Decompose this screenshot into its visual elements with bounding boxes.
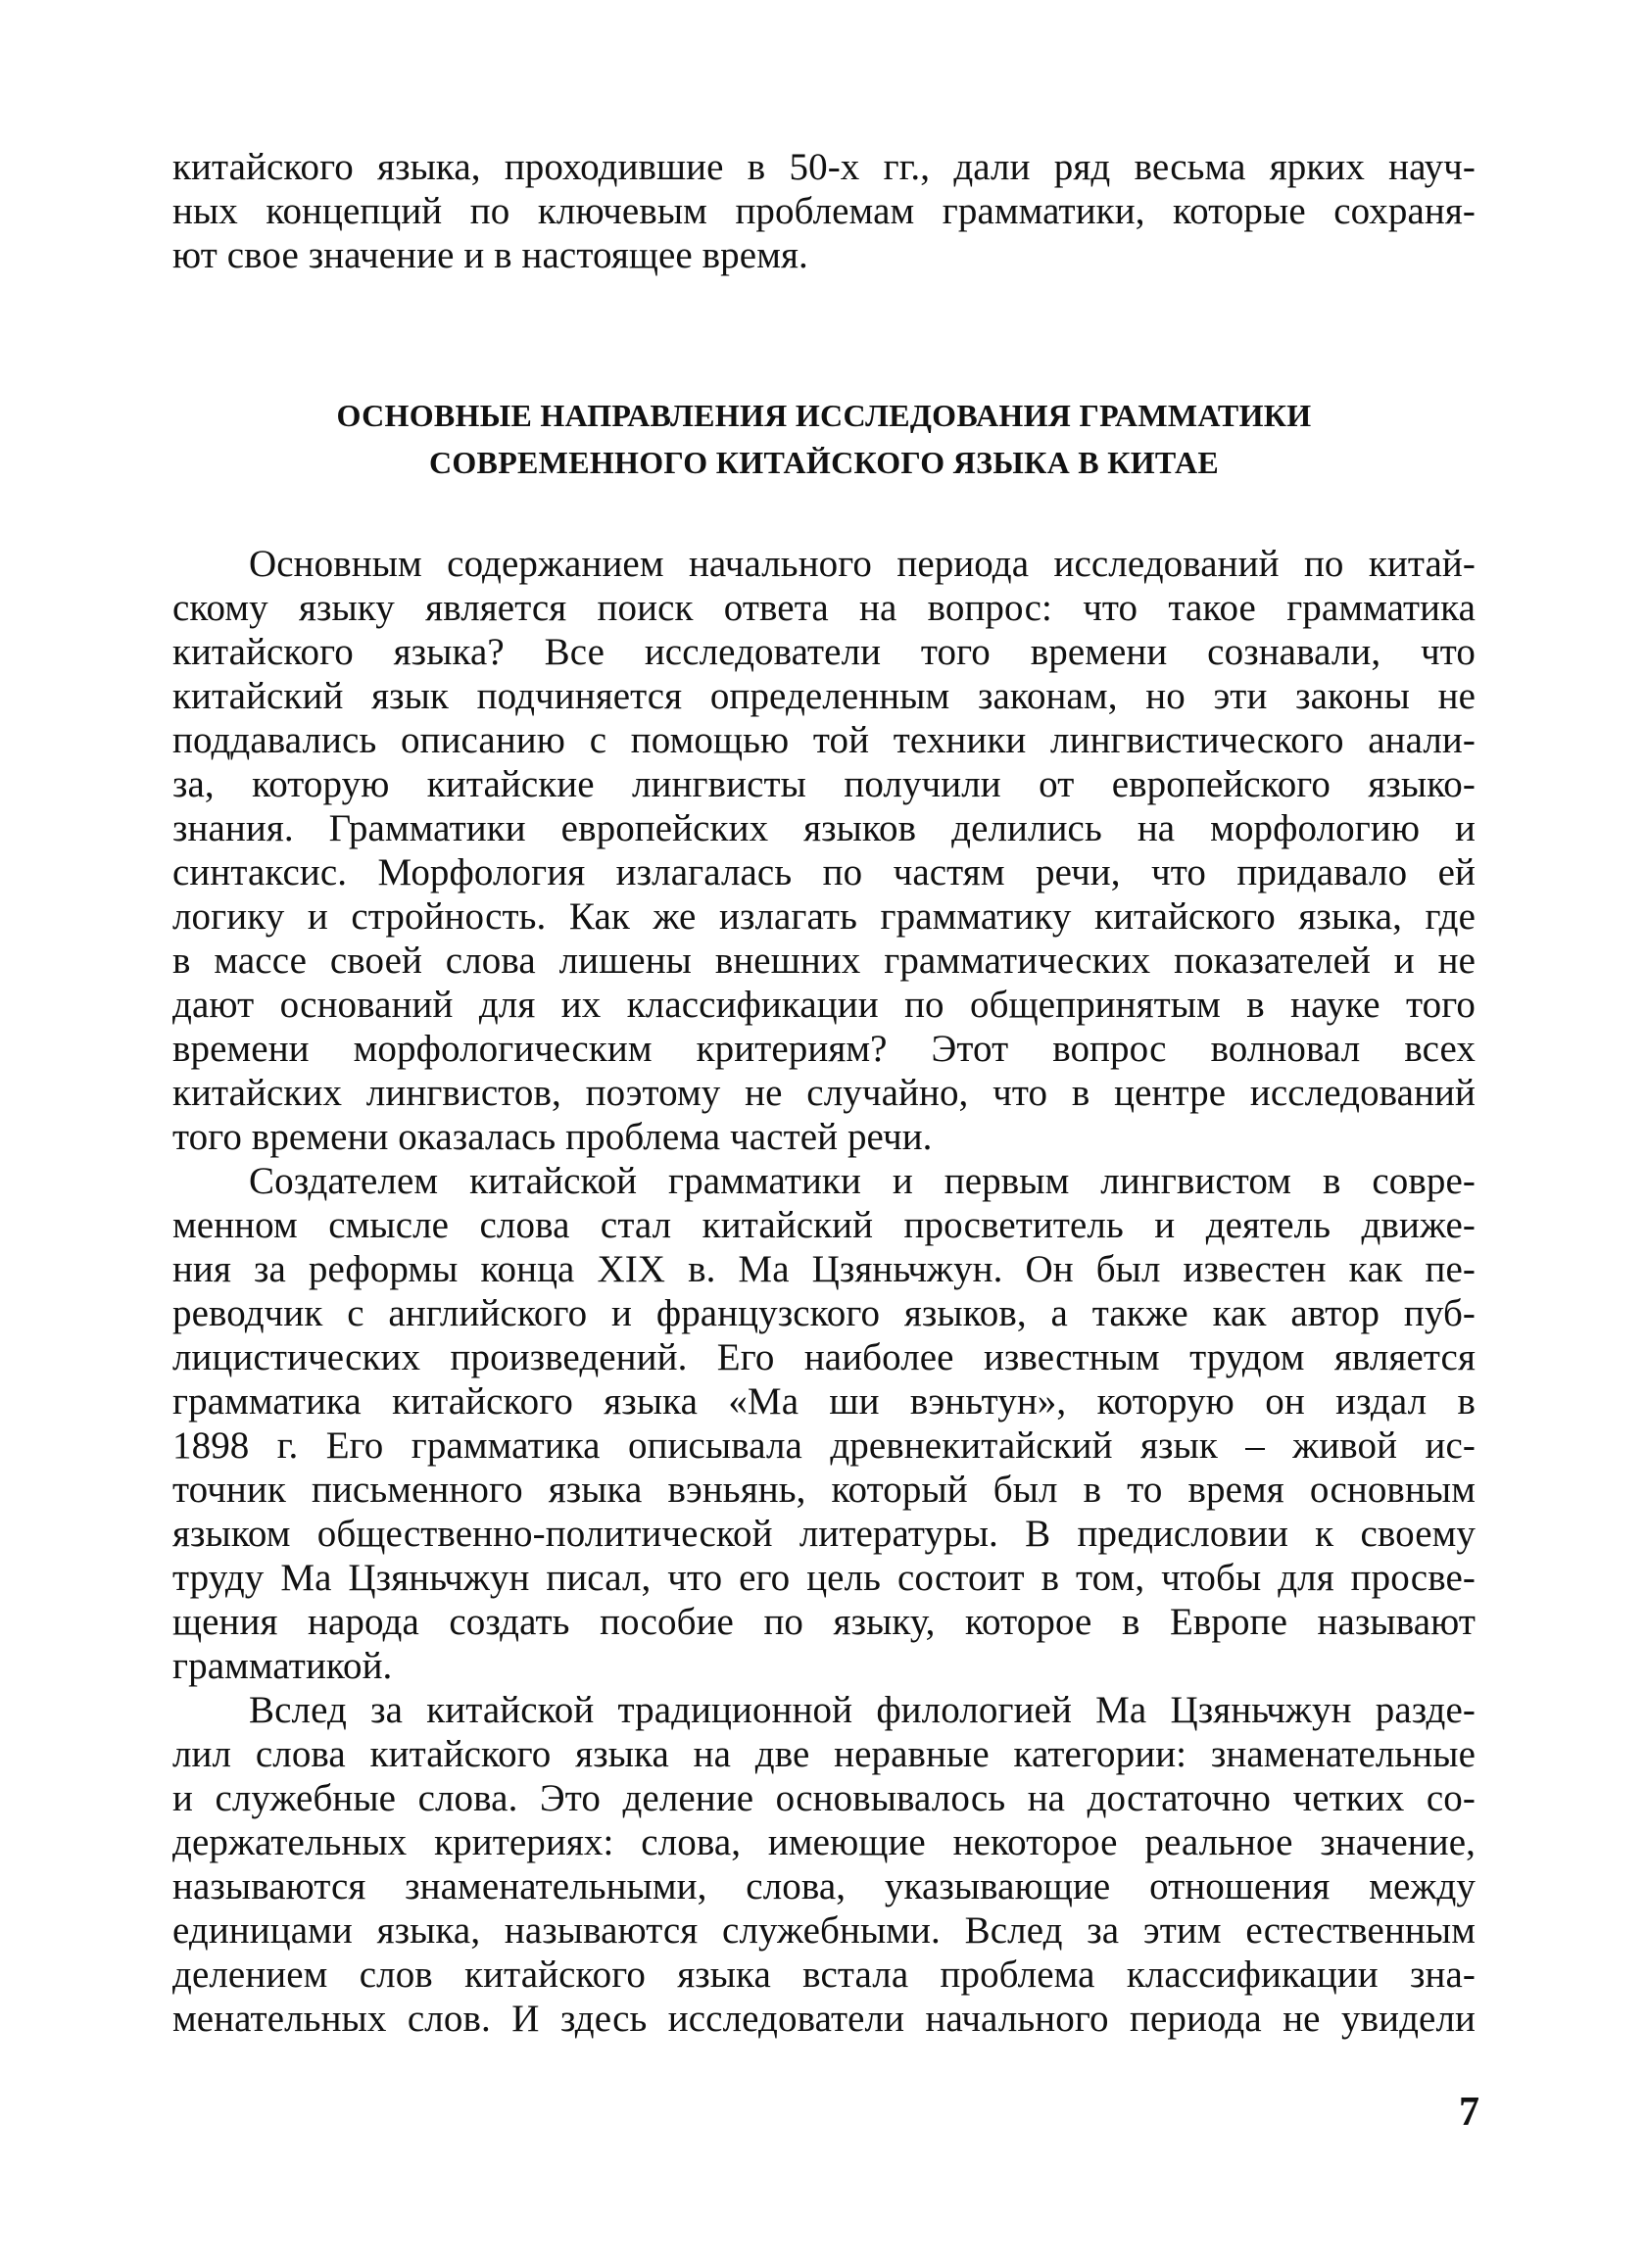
text-line: поддавались описанию с помощью той техники лингвистического анали- — [172, 719, 1476, 761]
text-line: грамматикой. — [172, 1645, 393, 1687]
text-line: синтаксис. Морфология излагалась по частям речи, что придавало ей — [172, 851, 1476, 893]
paragraph-2 — [172, 1159, 1476, 1688]
text-line: грамматика китайского языка «Ма ши вэньтун», которую он издал в — [172, 1380, 1476, 1423]
text-line: лицистических произведений. Его наиболее известным трудом является — [172, 1336, 1476, 1378]
text-line: и служебные слова. Это деление основывалось на достаточно четких со- — [172, 1777, 1476, 1819]
text-line: в массе своей слова лишены внешних грамматических показателей и не — [172, 940, 1476, 982]
text-line: менательных слов. И здесь исследователи начального периода не увидели — [172, 1998, 1476, 2040]
text-line: дают оснований для их классификации по общепринятым в науке того — [172, 984, 1476, 1026]
text-line: реводчик с английского и французского языков, а также как автор пуб- — [172, 1292, 1476, 1334]
text-line: скому языку является поиск ответа на вопрос: что такое грамматика — [172, 587, 1476, 629]
text-line: китайского языка, проходившие в 50-х гг., дали ряд весьма ярких науч- — [172, 146, 1476, 188]
text-line: называются знаменательными, слова, указывающие отношения между — [172, 1865, 1476, 1907]
text-line: ния за реформы конца XIX в. Ма Цзяньчжун. Он был известен как пе- — [172, 1248, 1476, 1290]
text-line: лил слова китайского языка на две неравные категории: знаменательные — [172, 1733, 1476, 1775]
text-line: ют свое значение и в настоящее время. — [172, 234, 808, 276]
page-number: 7 — [1459, 2090, 1479, 2135]
text-line: 1898 г. Его грамматика описывала древнекитайский язык – живой ис- — [172, 1424, 1476, 1467]
text-line: Вслед за китайской традиционной филологией Ма Цзяньчжун разде- — [249, 1689, 1476, 1731]
text-line: щения народа создать пособие по языку, которое в Европе называют — [172, 1601, 1476, 1643]
text-line: времени морфологическим критериям? Этот вопрос волновал всех — [172, 1028, 1476, 1070]
heading-line-2: СОВРЕМЕННОГО КИТАЙСКОГО ЯЗЫКА В КИТАЕ — [428, 445, 1220, 480]
text-line: труду Ма Цзяньчжун писал, что его цель состоит в том, чтобы для просве- — [172, 1557, 1476, 1599]
text-line: ных концепций по ключевым проблемам грамматики, которые сохраня- — [172, 190, 1476, 232]
text-line: логику и стройность. Как же излагать грамматику китайского языка, где — [172, 895, 1476, 938]
text-line: знания. Грамматики европейских языков делились на морфологию и — [172, 807, 1476, 849]
text-line: менном смысле слова стал китайский просветитель и деятель движе- — [172, 1204, 1476, 1246]
text-line: точник письменного языка вэньянь, который был в то время основным — [172, 1469, 1476, 1511]
text-line: Создателем китайской грамматики и первым лингвистом в совре- — [249, 1160, 1476, 1202]
section-heading — [172, 392, 1476, 486]
heading-line-1: ОСНОВНЫЕ НАПРАВЛЕНИЯ ИССЛЕДОВАНИЯ ГРАММАТИКИ — [336, 398, 1312, 433]
intro-text — [172, 145, 1476, 277]
text-line: единицами языка, называются служебными. Вслед за этим естественным — [172, 1909, 1476, 1952]
text-line: за, которую китайские лингвисты получили от европейского языко- — [172, 763, 1476, 805]
intro-paragraph — [172, 145, 1476, 277]
text-line: китайского языка? Все исследователи того времени сознавали, что — [172, 631, 1476, 673]
paragraph-1 — [172, 542, 1476, 1159]
text-line: китайских лингвистов, поэтому не случайно, что в центре исследований — [172, 1072, 1476, 1114]
body-text — [172, 542, 1476, 2041]
text-line: делением слов китайского языка встала проблема классификации зна- — [172, 1954, 1476, 1996]
text-line: языком общественно-политической литературы. В предисловии к своему — [172, 1513, 1476, 1555]
paragraph-3 — [172, 1688, 1476, 2041]
text-line: Основным содержанием начального периода исследований по китай- — [249, 543, 1476, 585]
text-line: держательных критериях: слова, имеющие некоторое реальное значение, — [172, 1821, 1476, 1863]
text-line: китайский язык подчиняется определенным законам, но эти законы не — [172, 675, 1476, 717]
text-line: того времени оказалась проблема частей речи. — [172, 1116, 933, 1158]
